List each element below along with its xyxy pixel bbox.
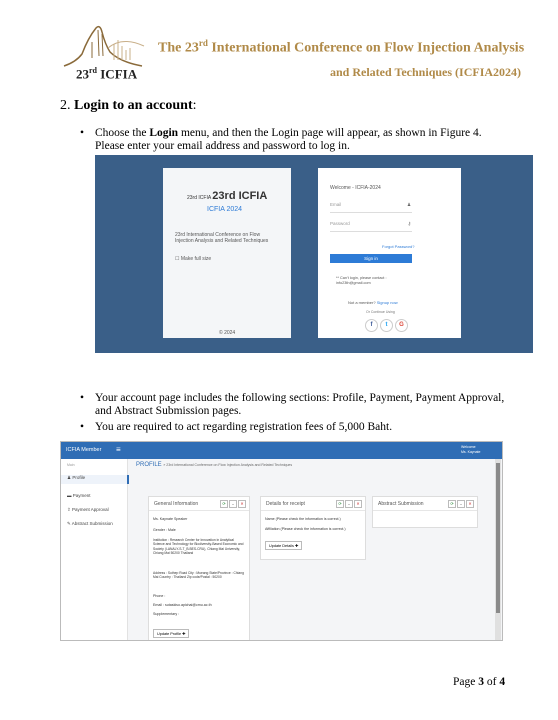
general-supplementary: Supplementary : xyxy=(153,612,180,616)
facebook-icon[interactable]: f xyxy=(365,319,378,332)
signup-link[interactable]: Signup now xyxy=(376,300,398,305)
plus-icon: ✚ xyxy=(182,632,186,636)
copyright: © 2024 xyxy=(219,330,236,336)
twitter-icon[interactable]: t xyxy=(380,319,393,332)
login-form-card xyxy=(318,168,461,338)
breadcrumb: » 23rd International Conference on Flow Injection Analysis and Related Techniques xyxy=(163,463,293,467)
divider xyxy=(149,510,249,511)
sidebar-section-label: Main xyxy=(67,463,75,467)
scrollbar-thumb[interactable] xyxy=(496,463,500,613)
plus-icon: ✚ xyxy=(294,544,299,548)
sidebar-item-payment[interactable]: ▬ Payment xyxy=(67,493,91,498)
bullet-fees: • You are required to act regarding registration fees of 5,000 Baht. xyxy=(80,421,393,433)
refresh-icon[interactable]: ⟳ xyxy=(336,500,344,508)
conference-logo xyxy=(62,22,157,70)
login-welcome: Welcome - ICFIA-2024 xyxy=(330,185,381,191)
close-icon[interactable]: ✕ xyxy=(466,500,474,508)
section-heading: 2. Login to an account: xyxy=(60,98,197,113)
brand-year-title: ICFIA 2024 xyxy=(207,206,243,213)
page-number: Page 3 of 4 xyxy=(453,676,506,688)
general-address: Address : Suthep Road City : Mueang State/Province : Chiang Mai Country : Thailand Zip code/Postal : 50200 xyxy=(153,571,244,580)
member-brand: ICFIA Member xyxy=(66,447,102,453)
sidebar-item-payment-approval[interactable]: ⇪ Payment Approval xyxy=(67,507,109,512)
scrollbar[interactable] xyxy=(495,459,501,640)
divider xyxy=(373,510,477,511)
panel-title: Details for receipt xyxy=(266,501,305,507)
general-email: Email : sutaskiso.apichai@cmu.ac.th xyxy=(153,603,212,607)
member-sidebar xyxy=(61,459,128,640)
logo-text: 23rd ICFIA xyxy=(76,66,138,82)
conference-subtitle: and Related Techniques (ICFIA2024) xyxy=(330,65,522,79)
password-field[interactable]: Password ⚷ xyxy=(330,221,412,232)
minimize-icon[interactable]: – xyxy=(345,500,353,508)
bullet-login: • Choose the Login menu, and then the Login page will appear, as shown in Figure 4. Please enter your email address and password to log in. xyxy=(80,127,482,152)
panel-title: General Information xyxy=(154,501,199,507)
refresh-icon[interactable]: ⟳ xyxy=(448,500,456,508)
divider xyxy=(261,510,365,511)
brand-logo: 23rd ICFIA 23rd ICFIA xyxy=(187,190,268,202)
refresh-icon[interactable]: ⟳ xyxy=(220,500,228,508)
minimize-icon[interactable]: – xyxy=(229,500,237,508)
login-brand-card xyxy=(163,168,291,338)
close-icon[interactable]: ✕ xyxy=(238,500,246,508)
hamburger-icon[interactable]: ≡ xyxy=(116,445,121,454)
email-field[interactable]: Email ♟ xyxy=(330,202,412,213)
sidebar-item-profile[interactable]: ♟ Profile xyxy=(61,475,129,484)
receipt-panel xyxy=(260,496,366,560)
update-details-button[interactable]: Update Details ✚ xyxy=(265,541,302,550)
or-continue: Or Continue Using xyxy=(366,310,395,314)
close-icon[interactable]: ✕ xyxy=(354,500,362,508)
brand-description: 23rd International Conference on Flow Injection Analysis and Related Techniques xyxy=(175,232,269,244)
cant-login-text: ** Can't login, please contact : info23th@gmail.com xyxy=(336,276,387,285)
upload-icon: ⇪ xyxy=(67,507,71,512)
welcome-user[interactable]: Welcome Ms. Kaynate xyxy=(461,445,481,454)
general-phone: Phone : xyxy=(153,594,166,598)
sidebar-item-abstract-submission[interactable]: ✎ Abstract Submission xyxy=(67,521,113,526)
make-full-size-checkbox[interactable]: ☐ Make full size xyxy=(175,256,212,262)
general-name: Ms. Kaynate Speaker xyxy=(153,517,188,521)
user-icon: ♟ xyxy=(67,475,72,480)
pencil-icon: ✎ xyxy=(67,521,71,526)
general-institution: Institution : Research Center for Innovation in Analytical Science and Technology for Biodiversity-Based Economic and Society (I-ANALY-S-T_B.BES-CRU), Chiang Mai University, Chiang Mai 50200 Thailand xyxy=(153,538,244,556)
receipt-name: Name (Please check the information is correct.) xyxy=(265,517,341,521)
receipt-affiliation: Affiliation (Please check the information is correct.) xyxy=(265,527,346,531)
user-icon: ♟ xyxy=(406,202,411,207)
member-page-screenshot xyxy=(60,441,503,641)
general-info-panel xyxy=(148,496,250,641)
signin-button[interactable]: Sign in xyxy=(330,254,412,263)
page-title: PROFILE » 23rd International Conference on Flow Injection Analysis and Related Techniques xyxy=(136,462,293,468)
update-profile-button[interactable]: Update Profile ✚ xyxy=(153,629,189,638)
bullet-account-sections: • Your account page includes the following sections: Profile, Payment, Payment Approval, and Abstract Submission pages. xyxy=(80,392,505,417)
forgot-password-link[interactable]: Forgot Password? xyxy=(382,244,415,249)
general-gender: Gender : Male xyxy=(153,528,176,532)
google-icon[interactable]: G xyxy=(395,319,408,332)
signup-row: Not a member? Signup now xyxy=(348,300,398,305)
panel-title: Abstract Submission xyxy=(378,501,424,507)
money-icon: ▬ xyxy=(67,493,72,498)
conference-title: The 23rd International Conference on Flow Injection Analysis xyxy=(158,38,525,56)
abstract-panel xyxy=(372,496,478,528)
member-topbar xyxy=(61,442,502,459)
login-page-screenshot xyxy=(95,155,533,353)
key-icon: ⚷ xyxy=(407,221,411,226)
minimize-icon[interactable]: – xyxy=(457,500,465,508)
